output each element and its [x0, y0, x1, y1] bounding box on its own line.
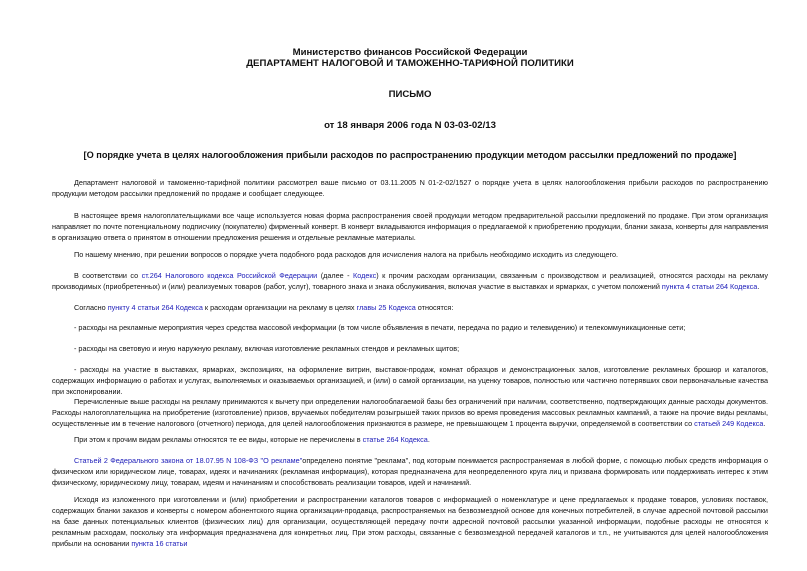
list-item-outdoor-advertising: - расходы на световую и иную наружную рекламу, включая изготовление рекламных стендов и рекламных щитов; — [74, 344, 460, 353]
paragraph-new-form: В настоящее время налогоплательщиками все чаще используется новая форма распространения своей продукции методом предварительной рассылки предложений по продаже. При этом организация направляет по почте потенциальному подписчику (покупателю) фирменный конверт. В конверт вкладываются информация о предлагаемой к приобретению продукции, бланки заказа, конверты для направления в организацию ответа о принятом в отношении предложения решения и отдельные рекламные материалы. — [52, 211, 768, 243]
text-span: Перечисленные выше расходы на рекламу принимаются к вычету при определении налогооблагаемой базы без ограничений при наличии, соответственно, подтверждающих данные расходы документов. Расходы налогоплательщика на приобретение (изготовление) призов, вручаемых победителям розыгрышей таких призов во время проведения массовых рекламных кампаний, а также на прочие виды рекламы, осуществленные им в течение налогового (отчетного) периода, для целей налогообложения признаются в размере, не превышающем 1 процента выручки, определяемой в соответствии со — [52, 397, 768, 429]
text-span: В соответствии со — [74, 271, 142, 280]
link-tax-code[interactable]: Кодекс — [353, 271, 377, 280]
paragraph-advertising-law — [52, 455, 768, 488]
text-span: Согласно — [74, 303, 108, 312]
document-date-number: от 18 января 2006 года N 03-03-02/13 — [324, 120, 496, 131]
paragraph-according-to — [52, 302, 768, 313]
list-item-exhibitions: - расходы на участие в выставках, ярмарках, экспозициях, на оформление витрин, выставок-продаж, комнат образцов и демонстрационных залов, изготовление рекламных брошюр и каталогов, содержащих информацию о работах и услугах, выполняемых и оказываемых организацией, и (или) о самой организации, на уценку товаров, полностью или частично потерявших свои первоначальные качества при экспонировании. — [52, 365, 768, 397]
link-p4-art264[interactable]: пункту 4 статьи 264 Кодекса — [107, 303, 203, 312]
paragraph-conclusion — [52, 494, 768, 549]
ministry-title: Министерство финансов Российской Федерации — [292, 47, 528, 58]
link-article-264[interactable]: статье 264 Кодекса — [362, 435, 428, 444]
link-advertising-law[interactable]: Статьей 2 Федерального закона от 18.07.95 N 108-ФЗ "О рекламе" — [74, 456, 303, 465]
text-span: определено понятие "реклама", под которым понимается распространяемая в любой форме, с помощью любых средств информация о физическом или юридическом лице, товарах, идеях и начинаниях (рекламная информация), которая предназначена для неопределенного круга лиц и призвана формировать или поддерживать интерес к этим физическому, юридическому лицу, товарам, идеям и начинаниям и способствовать реализации товаров, идей и начинаний. — [52, 456, 768, 488]
link-article-249[interactable]: статьей 249 Кодекса — [694, 419, 764, 429]
link-p16-article[interactable]: пункта 16 статьи — [131, 539, 188, 549]
department-title: ДЕПАРТАМЕНТ НАЛОГОВОЙ И ТАМОЖЕННО-ТАРИФНОЙ ПОЛИТИКИ — [246, 58, 574, 69]
paragraph-intro: Департамент налоговой и таможенно-тарифной политики рассмотрел ваше письмо от 03.11.2005 N 01-2-02/1527 о порядке учета в целях налогообложения прибыли расходов по распространению продукции методом рассылки предложений по продаже и сообщает следующее. — [52, 178, 768, 199]
text-span: ) к прочим расходам организации, связанным с производством и реализацией, относятся расходы на рекламу производимых (приобретенных) и (или) реализуемых товаров (работ, услуг), товарного знака и знака обслуживания, включая участие в выставках и ярмарках, с учетом положений — [52, 271, 768, 292]
text-span: . — [757, 282, 760, 292]
text-span: . — [763, 419, 766, 429]
text-span: к расходам организации на рекламу в целях — [202, 303, 357, 312]
document-type: ПИСЬМО — [388, 89, 432, 100]
text-span: относятся: — [415, 303, 454, 312]
text-span: . — [427, 435, 430, 444]
text-span: Исходя из изложенного при изготовлении и (или) приобретении и распространении каталогов товаров с информацией о номенклатуре и цене предлагаемых к продаже товаров, условиях поставок, содержащих бланки заказов и конверты с номером абонентского ящика организации-продавца, распространяемых на безвозмездной основе для конечных потребителей, в случае адресной почтовой рассылки на базе данных потенциальных клиентов (физических лиц) для организации, осуществляющей передачу почти адресной почтовой рассылки указанной информации, подобные расходы не относятся к рекламным расходам, поскольку эта информация предназначена для конкретных лиц. При этом расходы, связанные с безвозмездной передачей каталогов и т.п., не учитываются для целей налогообложения прибыли на основании — [52, 495, 768, 549]
link-article-264-tax-code[interactable]: ст.264 Налогового кодекса Российской Федерации — [141, 271, 318, 280]
paragraph-opinion: По нашему мнению, при решении вопросов о порядке учета подобного рода расходов для исчисления налога на прибыль необходимо исходить из следующего. — [74, 250, 619, 259]
document-subject: [О порядке учета в целях налогообложения прибыли расходов по распространению продукции методом рассылки предложений по продаже] — [83, 150, 737, 160]
link-chapter-25[interactable]: главы 25 Кодекса — [356, 303, 416, 312]
link-p4-art264[interactable]: пункта 4 статьи 264 Кодекса — [661, 282, 758, 292]
text-span: При этом к прочим видам рекламы относятся те ее виды, которые не перечислены в — [74, 435, 363, 444]
paragraph-other-advertising — [52, 434, 768, 445]
paragraph-deductions — [52, 396, 768, 429]
text-span: (далее - — [317, 271, 353, 280]
list-item-media-advertising: - расходы на рекламные мероприятия через средства массовой информации (в том числе объявления в печати, передача по радио и телевидению) и телекоммуникационные сети; — [74, 323, 686, 332]
paragraph-article-264 — [52, 270, 768, 292]
